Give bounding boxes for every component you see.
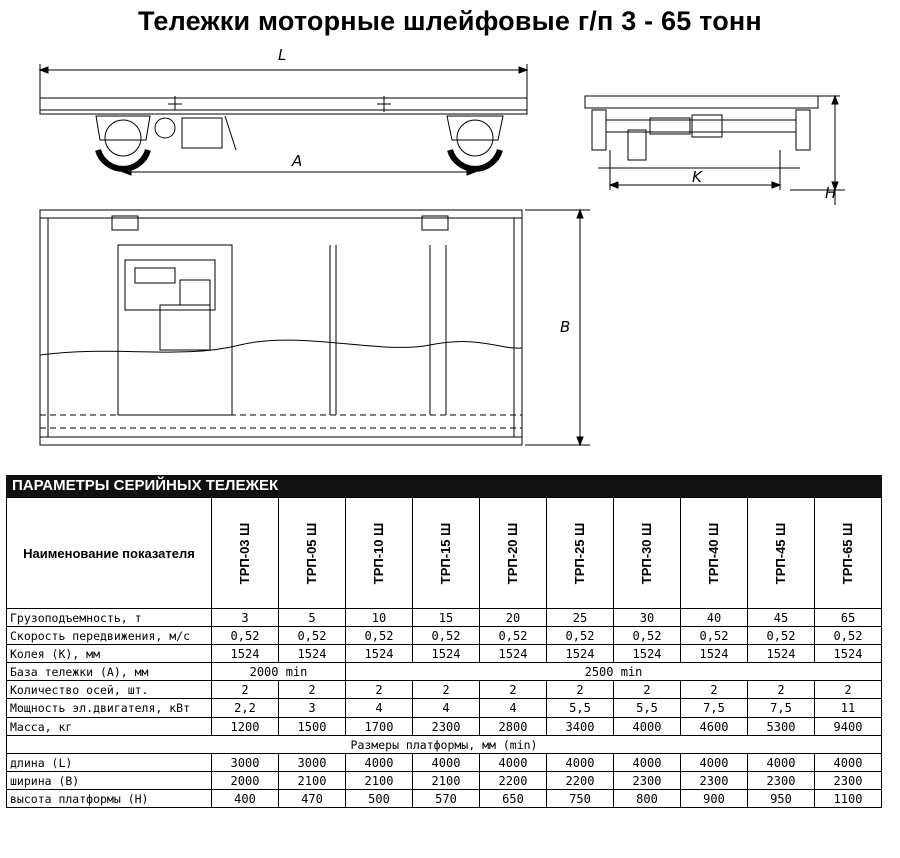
table-cell: 3400 — [547, 718, 614, 736]
table-cell: 1500 — [279, 718, 346, 736]
table-row — [7, 772, 882, 790]
model-header-cell — [413, 498, 480, 609]
table-cell: 2800 — [480, 718, 547, 736]
section-row — [7, 736, 882, 754]
model-header-cell — [815, 498, 882, 609]
table-cell: 7,5 — [681, 699, 748, 718]
table-cell: 0,52 — [547, 627, 614, 645]
table-cell: 4000 — [413, 754, 480, 772]
table-row-base — [7, 663, 882, 681]
row-label: Колея (К), мм — [7, 645, 212, 663]
table-cell: 470 — [279, 790, 346, 808]
table-cell: 1524 — [480, 645, 547, 663]
table-cell: 0,52 — [480, 627, 547, 645]
row-label: Количество осей, шт. — [7, 681, 212, 699]
table-cell: 0,52 — [681, 627, 748, 645]
table-cell-merged: 2000 min — [212, 663, 346, 681]
table-cell: 2200 — [547, 772, 614, 790]
row-label: Мощность эл.двигателя, кВт — [7, 699, 212, 718]
table-header-row — [7, 498, 882, 609]
dim-l-label: L — [278, 46, 287, 64]
table-cell: 0,52 — [815, 627, 882, 645]
table-cell: 4000 — [614, 754, 681, 772]
table-cell: 15 — [413, 609, 480, 627]
name-header-label: Наименование показателя — [23, 545, 195, 561]
model-header-cell — [547, 498, 614, 609]
table-cell: 2100 — [346, 772, 413, 790]
table-cell: 950 — [748, 790, 815, 808]
table-cell: 2300 — [748, 772, 815, 790]
table-cell: 4000 — [547, 754, 614, 772]
table-row — [7, 754, 882, 772]
model-header-cell — [212, 498, 279, 609]
section-label: Размеры платформы, мм (min) — [7, 736, 882, 754]
table-cell: 4000 — [480, 754, 547, 772]
dim-k-label: K — [692, 168, 702, 186]
params-table-wrap — [6, 475, 882, 808]
page-title: Тележки моторные шлейфовые г/п 3 - 65 тонн — [138, 6, 762, 36]
model-header-cell — [346, 498, 413, 609]
table-cell: 4 — [346, 699, 413, 718]
table-row — [7, 609, 882, 627]
table-cell: 2 — [748, 681, 815, 699]
model-label: ТРП-65 Ш — [840, 522, 856, 584]
model-label: ТРП-05 Ш — [304, 522, 320, 584]
table-cell: 2 — [413, 681, 480, 699]
row-label: длина (L) — [7, 754, 212, 772]
table-cell-merged: 2500 min — [346, 663, 882, 681]
table-cell: 25 — [547, 609, 614, 627]
table-cell: 4000 — [614, 718, 681, 736]
row-label: Масса, кг — [7, 718, 212, 736]
table-cell: 750 — [547, 790, 614, 808]
model-label: ТРП-03 Ш — [237, 522, 253, 584]
table-cell: 1700 — [346, 718, 413, 736]
table-cell: 2300 — [681, 772, 748, 790]
dim-h-label: H — [825, 184, 837, 202]
table-cell: 1524 — [279, 645, 346, 663]
table-cell: 5300 — [748, 718, 815, 736]
model-label: ТРП-40 Ш — [706, 522, 722, 584]
table-cell: 1524 — [748, 645, 815, 663]
table-cell: 40 — [681, 609, 748, 627]
table-cell: 30 — [614, 609, 681, 627]
table-cell: 45 — [748, 609, 815, 627]
table-cell: 1524 — [413, 645, 480, 663]
dim-b-label: B — [560, 318, 571, 336]
model-label: ТРП-10 Ш — [371, 522, 387, 584]
name-header-cell — [7, 498, 212, 609]
table-cell: 570 — [413, 790, 480, 808]
table-cell: 2 — [212, 681, 279, 699]
table-cell: 1524 — [346, 645, 413, 663]
table-cell: 4000 — [815, 754, 882, 772]
table-cell: 900 — [681, 790, 748, 808]
table-cell: 3000 — [212, 754, 279, 772]
table-cell: 2 — [346, 681, 413, 699]
table-cell: 4000 — [681, 754, 748, 772]
table-cell: 0,52 — [279, 627, 346, 645]
table-row — [7, 645, 882, 663]
table-cell: 2 — [547, 681, 614, 699]
table-cell: 400 — [212, 790, 279, 808]
table-cell: 2300 — [815, 772, 882, 790]
row-label: Грузоподъемность, т — [7, 609, 212, 627]
table-row — [7, 627, 882, 645]
table-cell: 2 — [815, 681, 882, 699]
table-cell: 5 — [279, 609, 346, 627]
table-cell: 1200 — [212, 718, 279, 736]
table-cell: 10 — [346, 609, 413, 627]
table-cell: 0,52 — [346, 627, 413, 645]
table-row — [7, 699, 882, 718]
model-header-cell — [480, 498, 547, 609]
model-header-cell — [681, 498, 748, 609]
table-row — [7, 718, 882, 736]
table-cell: 1524 — [815, 645, 882, 663]
table-cell: 2,2 — [212, 699, 279, 718]
table-cell: 0,52 — [748, 627, 815, 645]
row-label: ширина (B) — [7, 772, 212, 790]
table-cell: 4000 — [748, 754, 815, 772]
table-cell: 500 — [346, 790, 413, 808]
model-label: ТРП-45 Ш — [773, 522, 789, 584]
table-cell: 5,5 — [614, 699, 681, 718]
table-cell: 650 — [480, 790, 547, 808]
table-row — [7, 790, 882, 808]
table-cell: 2100 — [279, 772, 346, 790]
table-cell: 2 — [480, 681, 547, 699]
table-cell: 4000 — [346, 754, 413, 772]
table-cell: 1524 — [547, 645, 614, 663]
table-cell: 2200 — [480, 772, 547, 790]
table-cell: 2300 — [614, 772, 681, 790]
table-cell: 2300 — [413, 718, 480, 736]
dim-a-label: A — [292, 152, 303, 170]
table-cell: 2 — [614, 681, 681, 699]
table-cell: 7,5 — [748, 699, 815, 718]
table-cell: 4600 — [681, 718, 748, 736]
table-cell: 1524 — [681, 645, 748, 663]
table-cell: 4 — [413, 699, 480, 718]
table-header: ПАРАМЕТРЫ СЕРИЙНЫХ ТЕЛЕЖЕК — [6, 475, 882, 497]
table-cell: 0,52 — [614, 627, 681, 645]
model-label: ТРП-20 Ш — [505, 522, 521, 584]
table-cell: 65 — [815, 609, 882, 627]
table-cell: 3000 — [279, 754, 346, 772]
table-cell: 1100 — [815, 790, 882, 808]
row-label: высота платформы (H) — [7, 790, 212, 808]
table-cell: 2100 — [413, 772, 480, 790]
table-row — [7, 681, 882, 699]
params-table — [6, 497, 882, 808]
table-cell: 3 — [212, 609, 279, 627]
model-label: ТРП-15 Ш — [438, 522, 454, 584]
model-header-cell — [279, 498, 346, 609]
model-header-cell — [614, 498, 681, 609]
table-cell: 0,52 — [212, 627, 279, 645]
table-cell: 1524 — [212, 645, 279, 663]
table-cell: 3 — [279, 699, 346, 718]
table-cell: 0,52 — [413, 627, 480, 645]
row-label: Скорость передвижения, м/с — [7, 627, 212, 645]
table-cell: 2 — [681, 681, 748, 699]
table-cell: 5,5 — [547, 699, 614, 718]
table-cell: 2 — [279, 681, 346, 699]
row-label: База тележки (А), мм — [7, 663, 212, 681]
table-cell: 9400 — [815, 718, 882, 736]
table-cell: 11 — [815, 699, 882, 718]
table-cell: 4 — [480, 699, 547, 718]
table-cell: 2000 — [212, 772, 279, 790]
model-label: ТРП-30 Ш — [639, 522, 655, 584]
table-cell: 800 — [614, 790, 681, 808]
model-label: ТРП-25 Ш — [572, 522, 588, 584]
model-header-cell — [748, 498, 815, 609]
table-cell: 20 — [480, 609, 547, 627]
table-cell: 1524 — [614, 645, 681, 663]
